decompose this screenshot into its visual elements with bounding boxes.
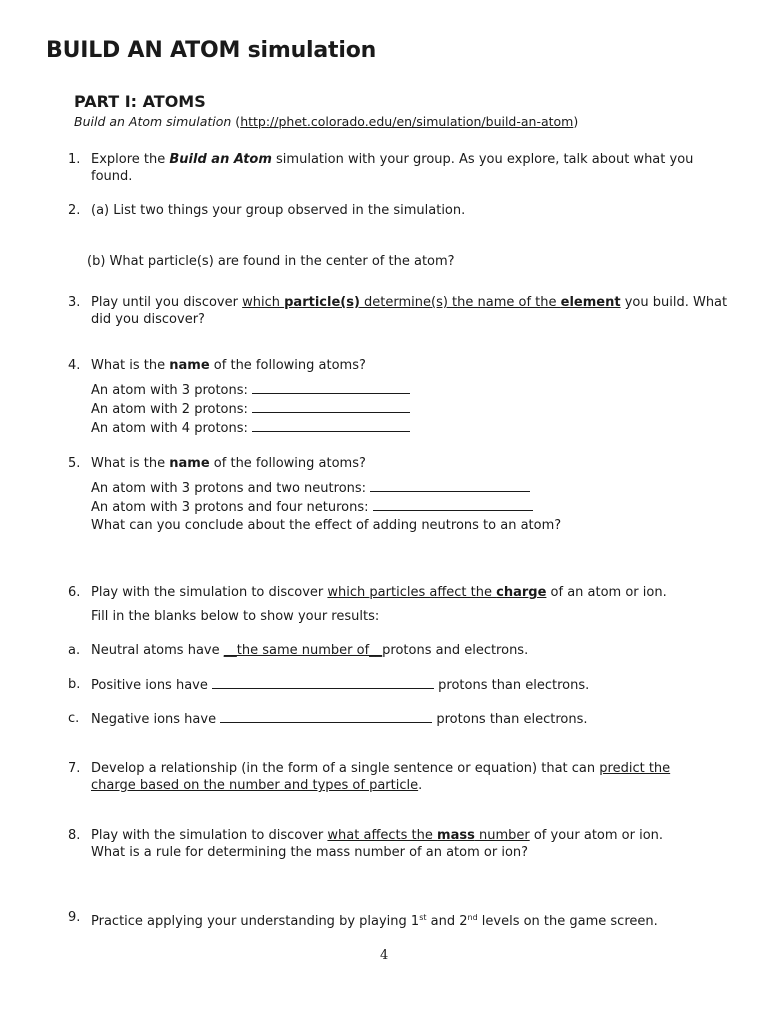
q6-number: 6. [68, 585, 81, 600]
q8-text: Play with the simulation to discover what affects the mass number of your atom or ion. What is a rule for determining the mass number of an atom or ion? [91, 828, 664, 860]
q7-number: 7. [68, 761, 81, 776]
q2-number: 2. [68, 203, 81, 218]
q7-text: Develop a relationship (in the form of a single sentence or equation) that can predict the charge based on the number and types of particle. [91, 761, 671, 793]
qc-text: Negative ions have protons than electrons. [91, 712, 588, 727]
qb-text: Positive ions have protons than electrons. [91, 678, 590, 693]
answer-blank[interactable] [373, 498, 533, 511]
q5-number: 5. [68, 456, 81, 471]
q1-number: 1. [68, 152, 81, 167]
q3-number: 3. [68, 295, 81, 310]
q1-text: Explore the Build an Atom simulation with your group. As you explore, talk about what you found. [91, 152, 694, 184]
page-number: 4 [380, 948, 389, 963]
qb-letter: b. [68, 677, 81, 692]
filled-answer: __the same number of__ [223, 643, 383, 658]
answer-blank[interactable] [252, 400, 410, 413]
q4-line-2: An atom with 2 protons: [91, 400, 410, 418]
q4-line-3: An atom with 4 protons: [91, 419, 410, 437]
answer-blank[interactable] [252, 381, 410, 394]
answer-blank[interactable] [220, 710, 432, 723]
answer-blank[interactable] [252, 419, 410, 432]
q4-number: 4. [68, 358, 81, 373]
q9-number: 9. [68, 910, 81, 925]
q5-text: What is the name of the following atoms? [91, 456, 366, 471]
q3-text: Play until you discover which particle(s) determine(s) the name of the element you build. What did you discover? [91, 295, 728, 327]
document-title: BUILD AN ATOM simulation [46, 38, 377, 63]
q5-line-2: An atom with 3 protons and four neturons: [91, 498, 533, 516]
simulation-link[interactable]: http://phet.colorado.edu/en/simulation/build-an-atom [240, 114, 574, 129]
answer-blank[interactable] [370, 479, 530, 492]
q2b-text: (b) What particle(s) are found in the center of the atom? [87, 254, 455, 269]
part-heading: PART I: ATOMS [74, 92, 206, 111]
q4-text: What is the name of the following atoms? [91, 358, 366, 373]
q8-number: 8. [68, 828, 81, 843]
q2a-text: (a) List two things your group observed in the simulation. [91, 203, 466, 218]
q5-line-3: What can you conclude about the effect of adding neutrons to an atom? [91, 518, 562, 533]
q6-text: Play with the simulation to discover which particles affect the charge of an atom or ion. [91, 585, 667, 600]
qa-letter: a. [68, 643, 81, 658]
answer-blank[interactable] [212, 676, 434, 689]
simulation-name: Build an Atom simulation [74, 114, 232, 129]
qc-letter: c. [68, 711, 80, 726]
q6-instruction: Fill in the blanks below to show your results: [91, 609, 380, 624]
qa-text: Neutral atoms have __the same number of__protons and electrons. [91, 643, 529, 658]
q5-line-1: An atom with 3 protons and two neutrons: [91, 479, 530, 497]
q4-line-1: An atom with 3 protons: [91, 381, 410, 399]
subtitle: Build an Atom simulation (http://phet.colorado.edu/en/simulation/build-an-atom) [74, 114, 579, 129]
q9-text: Practice applying your understanding by playing 1st and 2nd levels on the game screen. [91, 913, 658, 929]
